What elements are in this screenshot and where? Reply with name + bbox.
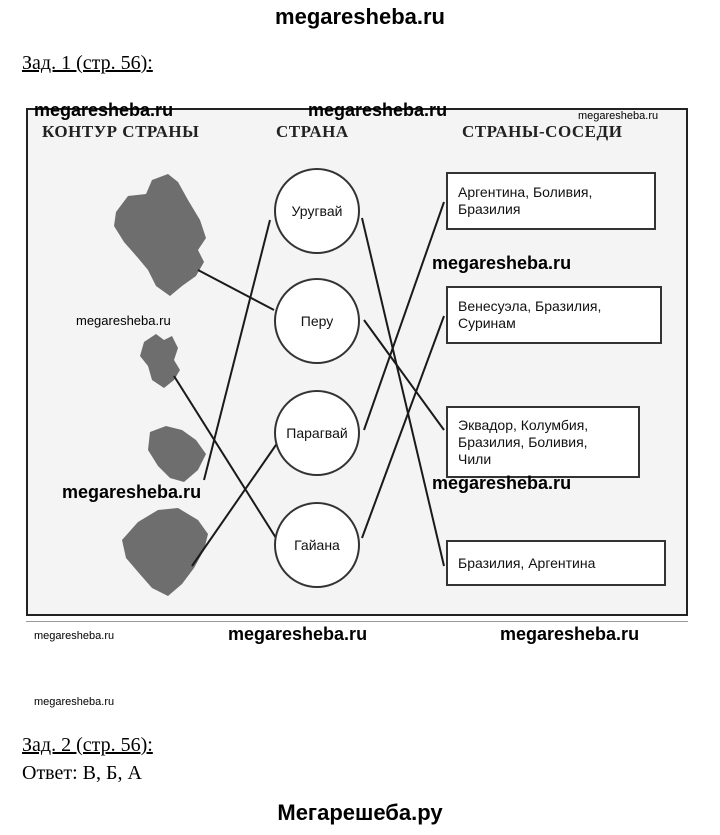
country-circle-uruguay: Уругвай <box>274 168 360 254</box>
header-contour: КОНТУР СТРАНЫ <box>42 122 200 141</box>
divider <box>26 621 688 622</box>
neighbors-box-2 <box>446 286 662 344</box>
watermark-8: megaresheba.ru <box>34 630 115 642</box>
line-paraguay-shape-to-paraguay <box>192 442 278 566</box>
neighbors-box-3 <box>446 406 640 478</box>
site-footer: Мегарешеба.ру <box>277 800 443 825</box>
paraguay-shape <box>122 508 208 596</box>
country-circle-peru: Перу <box>274 278 360 364</box>
line-guyana-to-venezuela <box>362 316 444 538</box>
task2-heading: Зад. 2 (стр. 56): <box>22 734 153 756</box>
header-neighbors: СТРАНЫ-СОСЕДИ <box>462 122 623 141</box>
neighbors-box-1 <box>446 172 656 230</box>
watermark-9: megaresheba.ru <box>228 624 368 644</box>
watermark-5: megaresheba.ru <box>76 313 171 328</box>
country-circle-paraguay: Парагвай <box>274 390 360 476</box>
line-uruguay-shape-to-uruguay <box>204 220 270 480</box>
neighbors-box-4 <box>446 540 666 586</box>
watermark-3: megaresheba.ru <box>578 110 659 122</box>
watermark-10: megaresheba.ru <box>500 624 640 644</box>
watermark-6: megaresheba.ru <box>432 473 572 493</box>
neighbors-box-1-line-2: Бразилия <box>458 201 521 217</box>
watermark-4: megaresheba.ru <box>432 253 572 273</box>
header-country: СТРАНА <box>276 122 349 141</box>
line-peru-to-ecuador <box>364 320 444 430</box>
neighbors-box-3-line-2: Бразилия, Боливия, <box>458 433 588 450</box>
watermark-2: megaresheba.ru <box>308 100 448 120</box>
task1-heading: Зад. 1 (стр. 56): <box>22 52 153 74</box>
peru-shape <box>114 174 206 296</box>
neighbors-box-4-line-1: Бразилия, Аргентина <box>458 554 596 571</box>
guyana-shape <box>140 334 180 388</box>
exercise-figure <box>26 108 688 616</box>
site-header: megaresheba.ru <box>275 4 445 29</box>
watermark-1: megaresheba.ru <box>34 100 174 120</box>
uruguay-shape <box>148 426 206 482</box>
country-circle-guyana: Гайана <box>274 502 360 588</box>
watermark-11: megaresheba.ru <box>34 696 115 708</box>
task2-answer: Ответ: В, Б, А <box>22 762 142 784</box>
line-peru-shape-to-peru <box>198 270 274 310</box>
neighbors-box-2-line-1: Венесуэла, Бразилия, <box>458 298 602 314</box>
neighbors-box-3-line-1: Эквадор, Колумбия, <box>458 416 589 433</box>
neighbors-box-2-line-2: Суринам <box>458 315 516 331</box>
watermark-7: megaresheba.ru <box>62 482 202 502</box>
neighbors-box-1-line-1: Аргентина, Боливия, <box>458 184 593 200</box>
neighbors-box-3-line-3: Чили <box>458 450 492 467</box>
